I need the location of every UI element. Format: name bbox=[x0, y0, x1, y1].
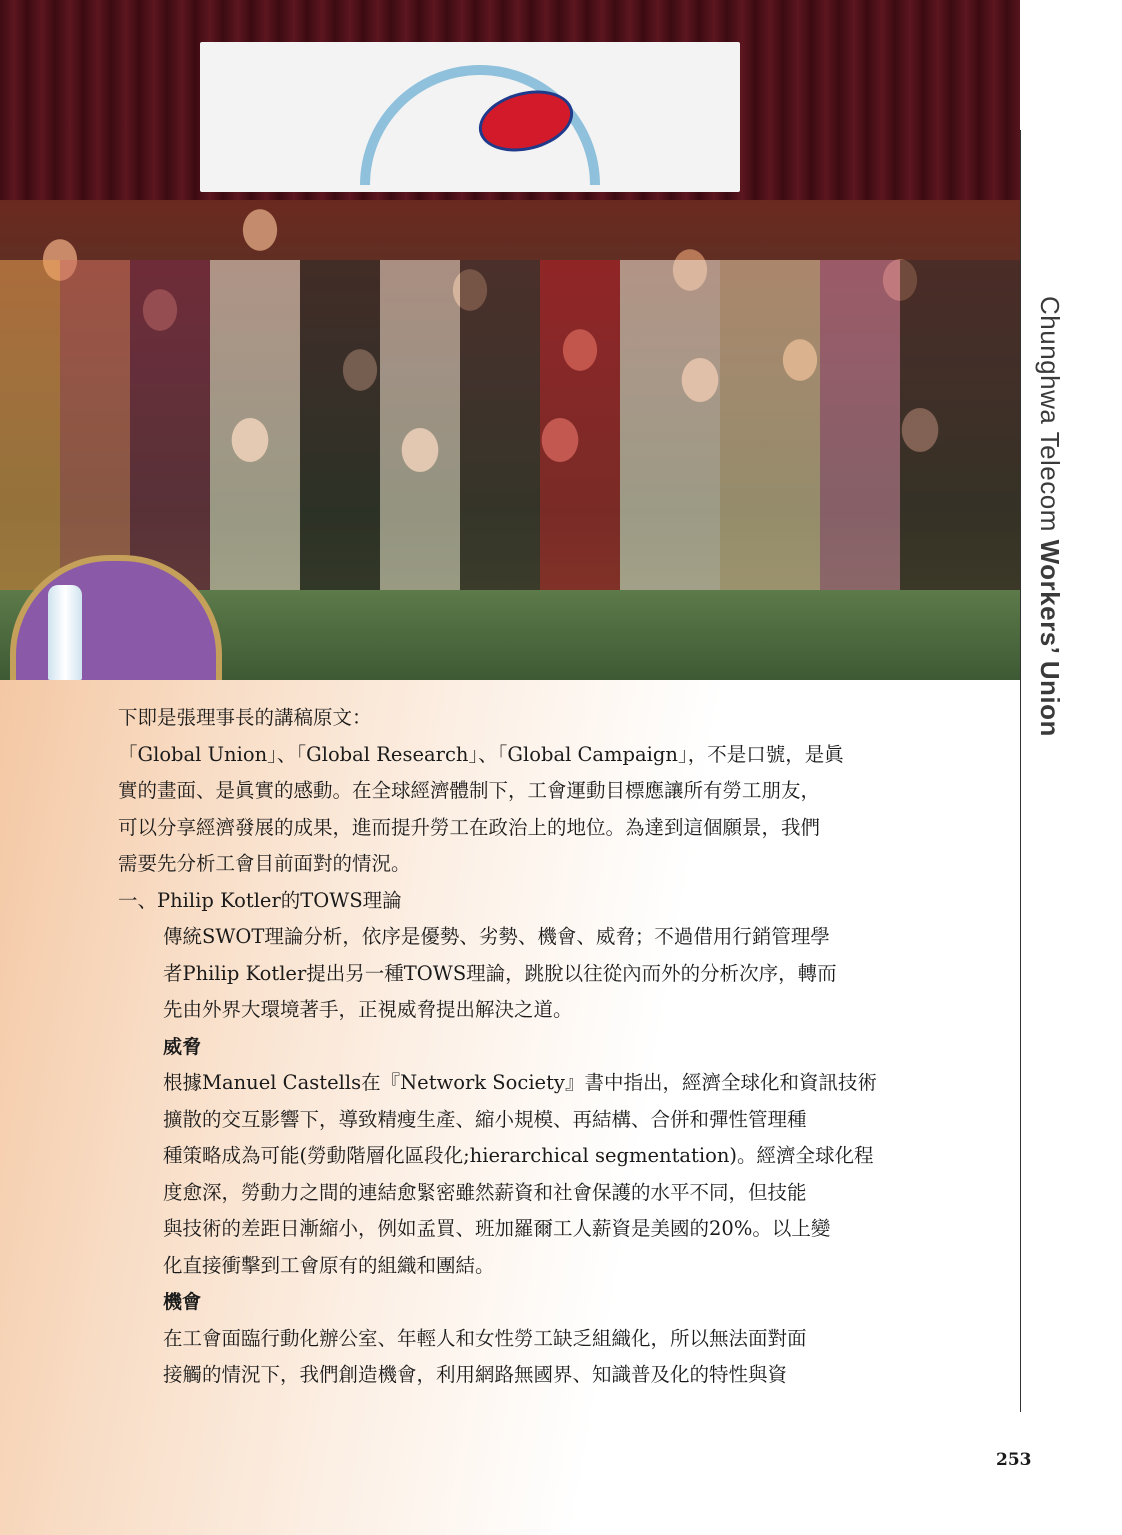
paragraph-line: 在工會面臨行動化辦公室、年輕人和女性勞工缺乏組織化，所以無法面對面 bbox=[163, 1326, 807, 1350]
sidebar-title-part1: Chunghwa Telecom bbox=[1035, 296, 1065, 540]
page-number: 253 bbox=[996, 1450, 1032, 1470]
water-bottle bbox=[48, 585, 82, 680]
paragraph-line: 可以分享經濟發展的成果，進而提升勞工在政治上的地位。為達到這個願景，我們 bbox=[118, 815, 821, 839]
sidebar-title bbox=[1034, 296, 1065, 737]
paragraph-line: 「Global Union」、「Global Research」、「Global Campaign」，不是口號，是眞 bbox=[118, 742, 844, 766]
paragraph-line: 需要先分析工會目前面對的情況。 bbox=[118, 852, 411, 875]
sidebar-rule bbox=[1020, 130, 1021, 1412]
paragraph-line: 接觸的情況下，我們創造機會，利用網路無國界、知識普及化的特性與資 bbox=[163, 1363, 788, 1386]
article-body bbox=[118, 700, 913, 1394]
paragraph-line: 化直接衝擊到工會原有的組織和團結。 bbox=[163, 1253, 495, 1277]
paragraph-line: 度愈深，勞動力之間的連結愈緊密雖然薪資和社會保護的水平不同，但技能 bbox=[163, 1180, 807, 1204]
paragraph-line: 先由外界大環境著手，正視威脅提出解決之道。 bbox=[163, 998, 573, 1021]
paragraph-line: 者Philip Kotler提出另一種TOWS理論，跳脫以往從內而外的分析次序，轉而 bbox=[163, 961, 837, 985]
paragraph-line: 根據Manuel Castells在『Network Society』書中指出，經濟全球化和資訊技術 bbox=[163, 1071, 877, 1094]
section-heading: 一、Philip Kotler的TOWS理論 bbox=[118, 888, 402, 912]
paragraph-line: 傳統SWOT理論分析，依序是優勢、劣勢、機會、威脅；不過借用行銷管理學 bbox=[163, 925, 830, 948]
paragraph-line: 與技術的差距日漸縮小，例如孟買、班加羅爾工人薪資是美國的20%。以上變 bbox=[163, 1217, 831, 1240]
subheading-opportunity: 機會 bbox=[163, 1291, 202, 1313]
subheading-threat: 威脅 bbox=[163, 1035, 202, 1058]
sidebar-title-part2: Workers’ Union bbox=[1035, 539, 1065, 737]
intro-line: 下即是張理事長的講稿原文： bbox=[118, 706, 372, 729]
paragraph-line: 擴散的交互影響下，導致精瘦生產、縮小規模、再結構、合併和彈性管理種 bbox=[163, 1107, 807, 1131]
paragraph-line: 種策略成為可能(勞動階層化區段化;hierarchical segmentation)。經濟全球化程 bbox=[163, 1144, 874, 1167]
paragraph-line: 實的畫面、是眞實的感動。在全球經濟體制下，工會運動目標應讓所有勞工朋友， bbox=[118, 779, 821, 802]
group-photo bbox=[0, 0, 1020, 680]
